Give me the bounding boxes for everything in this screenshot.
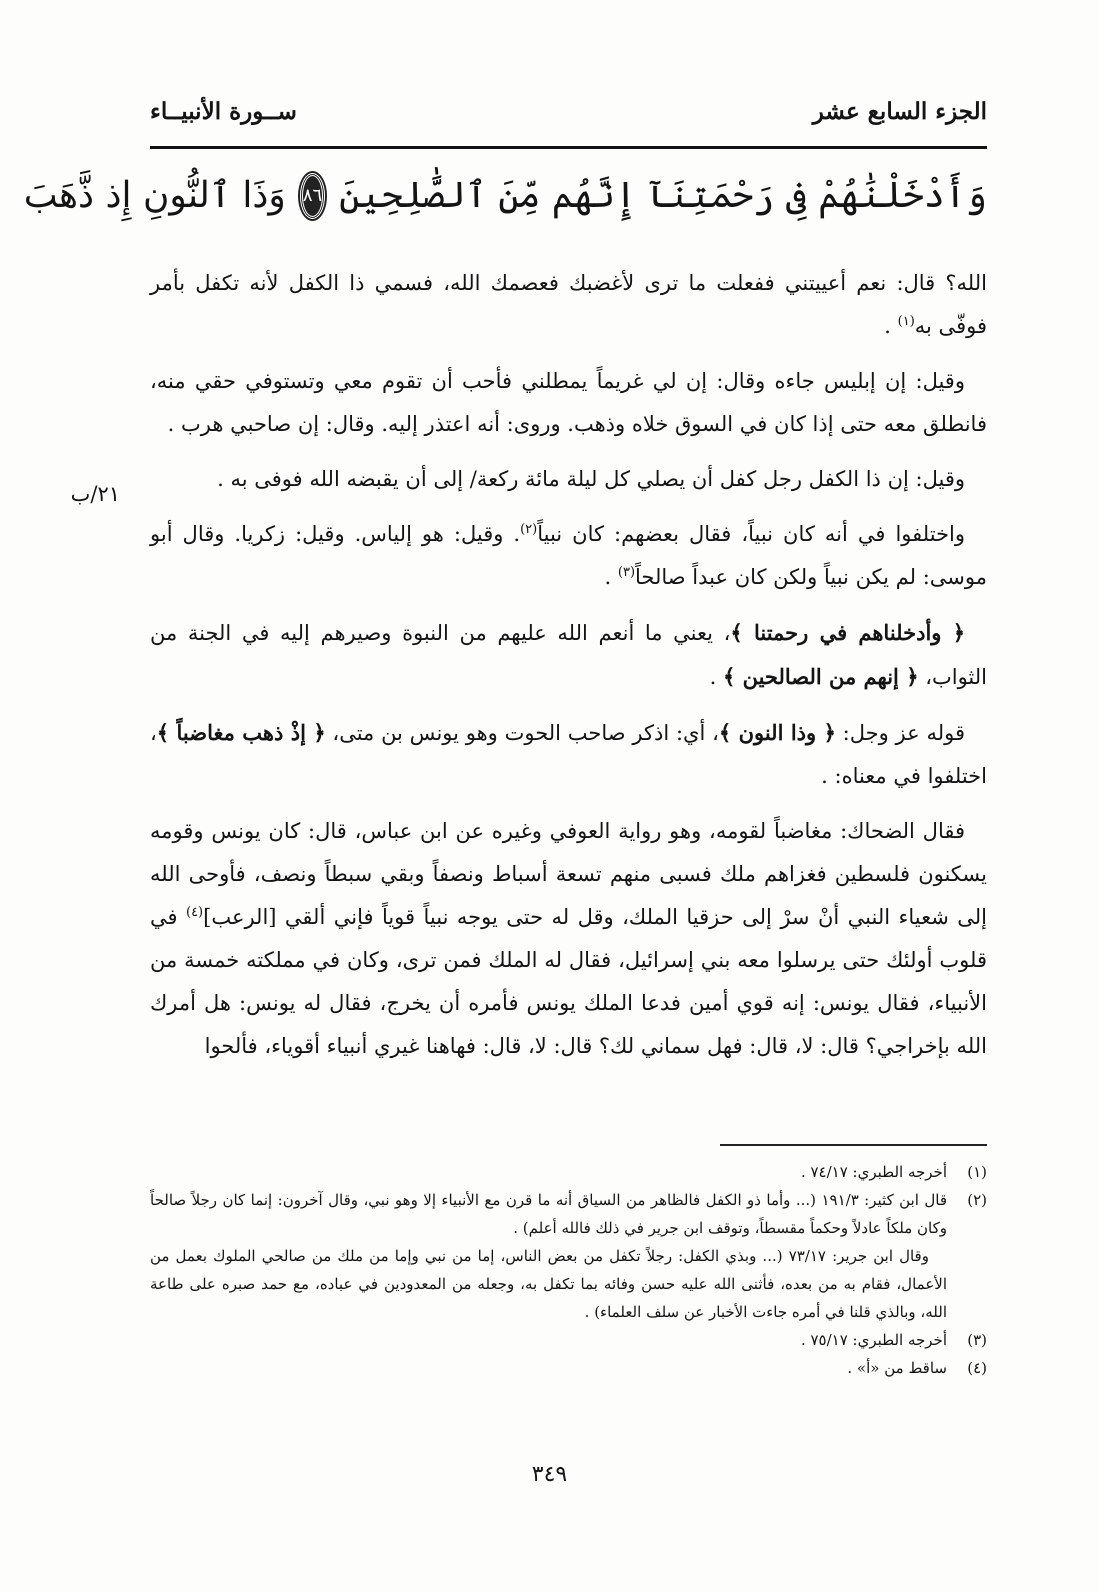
surah-title: ســورة الأنبيــاء <box>150 98 297 125</box>
paragraph-2: وقيل: إن إبليس جاءه وقال: إن لي غريماً يمطلني فأحب أن تقوم معي وتستوفي حقي منه، فانطلق معه حتى إذا كان في السوق خلاه وذهب. وروى: أنه اعتذر إليه. وقال: إن صاحبي هرب . <box>150 369 987 436</box>
footnote-ref: (٤) <box>185 905 204 920</box>
ayah-number-marker: ٨٦ <box>300 173 325 219</box>
footnote-rule <box>720 1144 987 1146</box>
footnote-number: (١) <box>967 1163 987 1181</box>
paragraph-7: فقال الضحاك: مغاضباً لقومه، وهو رواية العوفي وغيره عن ابن عباس، قال: كان يونس وقومه يسكنون فلسطين فغزاهم ملك فسبى منهم تسعة أسباط ونصفاً وبقي سبطاً ونصف، فأوحى الله إلى شعياء النبي أنْ سرْ إلى حزقيا الملك، وقل له حتى يوجه نبياً قوياً فإني ألقي [الرعب]$^{(٤)}$ في قلوب أولئك حتى يرسلوا معه بني إسرائيل، فقال له الملك فمن ترى، وكان في مملكته خمسة من الأنبياء، فقال يونس: إنه قوي أمين فدعا الملك يونس فأمره أن يخرج، فقال له يونس: هل أمرك الله بإخراجي؟ قال: لا، قال: فهل سماني لك؟ قال: لا، قال: فهاهنا غيري أنبياء أقوياء، فألحوا <box>150 819 987 1058</box>
footnote-text: ساقط من «أ» . <box>847 1359 947 1377</box>
quran-quote: ﴿ وأدخلناهم في رحمتنا ﴾ <box>730 620 965 645</box>
quran-quote: ﴿ إنهم من الصالحين ﴾ <box>722 664 919 689</box>
commentary-text <box>150 262 987 1080</box>
quran-quote: ﴿ إذْ ذهب مغاضباً ﴾ <box>156 720 326 745</box>
footnotes <box>150 1158 987 1382</box>
footnote-3 <box>150 1326 987 1354</box>
footnote-text: أخرجه الطبري: ٧٥/١٧ . <box>800 1331 947 1349</box>
manuscript-folio-note: ٢١/ب <box>70 482 120 506</box>
quran-quote: ﴿ وذا النون ﴾ <box>718 720 836 745</box>
paragraph-4: واختلفوا في أنه كان نبياً، فقال بعضهم: كان نبياً$^{(٢)}$. وقيل: هو إلياس. وقيل: زكريا. وقال أبو موسى: لم يكن نبياً ولكن كان عبداً صالحاً$^{(٣)}$ . <box>150 522 987 589</box>
footnote-text: قال ابن كثير: ١٩١/٣ (... وأما ذو الكفل فالظاهر من السياق أنه ما قرن مع الأنبياء إلا وهو نبي، وقال آخرون: إنما كان رجلاً صالحاً وكان ملكاً عادلاً وحكماً مقسطاً، وتوقف ابن جرير في ذلك فالله أعلم) . <box>150 1191 947 1237</box>
footnote-ref: (١) <box>897 314 915 329</box>
footnote-ref: (٣) <box>617 565 636 580</box>
page-number: ٣٤٩ <box>531 1462 568 1487</box>
verse-part-2: وَذَا ٱلنُّونِ إِذ ذَّهَبَ <box>23 175 286 216</box>
paragraph-6: قوله عز وجل: ﴿ وذا النون ﴾، أي: اذكر صاحب الحوت وهو يونس بن متى، ﴿ إذْ ذهب مغاضباً ﴾، اختلفوا في معناه: . <box>150 720 987 788</box>
footnote-text-continued: وقال ابن جرير: ٧٣/١٧ (... وبذي الكفل: رجلاً تكفل من بعض الناس، إما من نبي وإما من ملك من صالحي الملوك بعمل من الأعمال، فقام به من بعده، فأثنى الله عليه حسن وفائه بما تكفل به، وجعله من المعدودين في عباده، مع حمد صبره على طاعة الله، وبالذي قلنا في أمره جاءت الأخبار عن سلف العلماء) . <box>150 1247 947 1321</box>
footnote-2 <box>150 1186 987 1326</box>
paragraph-5: ﴿ وأدخلناهم في رحمتنا ﴾، يعني ما أنعم الله عليهم من النبوة وصيرهم إليه في الجنة من الثواب، ﴿ إنهم من الصالحين ﴾ . <box>150 620 987 689</box>
paragraph-3: وقيل: إن ذا الكفل رجل كفل أن يصلي كل ليلة مائة ركعة/ إلى أن يقبضه الله فوفى به . <box>217 467 965 491</box>
verse-part-1: وَأَدْخَلْنَٰهُمْ فِى رَحْمَتِنَآ إِنَّهُم مِّنَ ٱلصَّٰلِحِينَ <box>339 175 987 216</box>
footnote-number: (٤) <box>967 1359 987 1377</box>
paragraph-1: الله؟ قال: نعم أعييتني ففعلت ما ترى لأغضبك فعصمك الله، فسمي ذا الكفل لأنه تكفل بأمر فوفّى به$^{(١)}$ . <box>150 271 987 338</box>
quran-verse <box>23 160 987 232</box>
footnote-number: (٢) <box>967 1191 987 1209</box>
running-header <box>150 98 987 140</box>
header-rule <box>150 146 987 149</box>
footnote-number: (٣) <box>967 1331 987 1349</box>
footnote-1 <box>150 1158 987 1186</box>
footnote-text: أخرجه الطبري: ٧٤/١٧ . <box>800 1163 947 1181</box>
part-title: الجزء السابع عشر <box>812 98 987 125</box>
footnote-4 <box>150 1354 987 1382</box>
footnote-ref: (٢) <box>520 522 538 537</box>
